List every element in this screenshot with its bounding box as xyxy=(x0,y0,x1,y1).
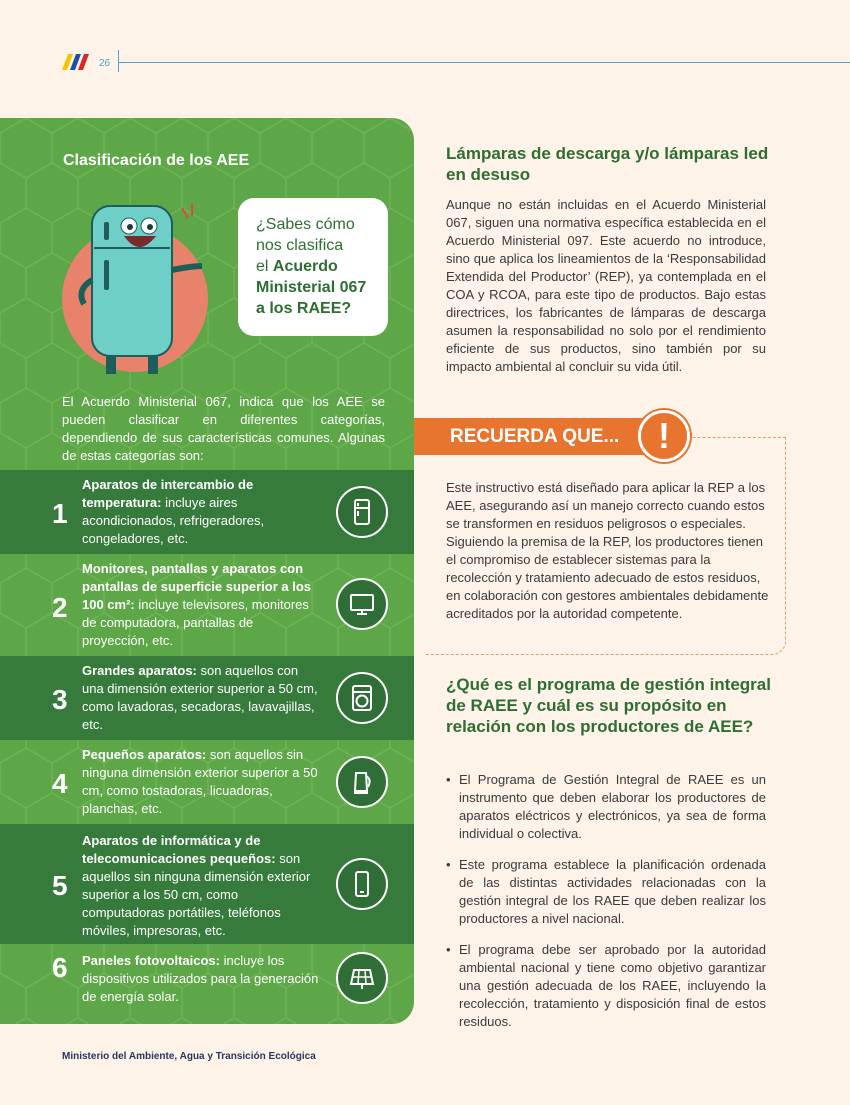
category-number: 5 xyxy=(52,870,68,901)
category-number: 4 xyxy=(52,768,68,799)
page-footer: Ministerio del Ambiente, Agua y Transición Ecológica xyxy=(62,1051,316,1062)
category-number: 1 xyxy=(52,498,68,529)
category-row xyxy=(0,944,414,1024)
page-header xyxy=(62,50,850,76)
category-row xyxy=(0,740,414,824)
bubble-line-3-bold: Acuerdo xyxy=(272,258,338,275)
recuerda-text: Este instructivo está diseñado para aplicar la REP a los AEE, asegurando así un manejo correcto cuando estos se transformen en residuos peligrosos o especiales. Siguiendo la premisa de la REP, los productores tienen el compromiso de establecer sistemas para la recolección y tratamiento adecuado de estos residuos, en colaboración con gestores ambientales debidamente acreditados por la autoridad competente. xyxy=(446,480,769,621)
bubble-line-5: a los RAEE? xyxy=(256,300,352,317)
bubble-line-4: Ministerial 067 xyxy=(256,279,367,296)
category-description: incluye los dispositivos utilizados para la generación de energía solar. xyxy=(82,953,319,1004)
category-number: 3 xyxy=(52,684,68,715)
speech-bubble xyxy=(238,198,388,336)
solar-panel-icon xyxy=(336,952,388,1004)
category-row xyxy=(0,656,414,740)
bubble-line-2: nos clasifica xyxy=(256,237,344,254)
category-title: Grandes aparatos: xyxy=(82,663,197,678)
category-title: Pequeños aparatos: xyxy=(82,747,207,762)
header-divider xyxy=(118,50,119,72)
bubble-line-3-pre: el xyxy=(256,258,273,275)
recuerda-label: RECUERDA QUE... xyxy=(450,426,620,447)
category-description: son aquellos sin ninguna dimensión exterior superior a 50 cm, como tostadoras, licuadoras, planchas, etc. xyxy=(82,747,318,816)
category-title: Paneles fotovoltaicos: xyxy=(82,953,220,968)
lamps-section-title: Lámparas de descarga y/o lámparas led en desuso xyxy=(446,144,769,184)
category-description: incluye televisores, monitores de computadora, pantallas de proyección, etc. xyxy=(82,597,309,648)
category-row xyxy=(0,470,414,554)
flag-stripes-logo xyxy=(62,54,90,70)
bullet-item: • Este programa establece la planificación ordenada de las distintas actividades relacionadas con la gestión integral de los RAEE que deben realizar los productores a nivel nacional. xyxy=(446,856,766,928)
smartphone-icon xyxy=(336,858,388,910)
recuerda-banner xyxy=(414,418,664,455)
header-rule xyxy=(118,62,850,63)
category-description: son aquellos sin ninguna dimensión exterior superior a los 50 cm, como computadoras portátiles, teléfonos móviles, impresoras, etc. xyxy=(82,851,311,938)
fridge-mascot-illustration xyxy=(74,200,214,400)
bullet-item: • El programa debe ser aprobado por la autoridad ambiental nacional y tiene como objetivo garantizar una gestión adecuada de los RAEE, incluyendo la recolección, tratamiento y disposición final de estos residuos. xyxy=(446,941,766,1031)
category-description: son aquellos con una dimensión exterior superior a 50 cm, como lavadoras, secadoras, lavavajillas, etc. xyxy=(82,663,318,732)
bullet-item: • El Programa de Gestión Integral de RAEE es un instrumento que deben elaborar los productores de aparatos eléctricos y electrónicos, ya sea de forma individual o colectiva. xyxy=(446,771,766,843)
category-description: incluye aires acondicionados, refrigeradores, congeladores, etc. xyxy=(82,495,265,546)
bubble-line-1: ¿Sabes cómo xyxy=(256,216,355,233)
washing-machine-icon xyxy=(336,672,388,724)
category-row xyxy=(0,554,414,656)
category-title: Monitores, pantallas y aparatos con pantallas de superficie superior a los 100 cm²: xyxy=(82,561,312,612)
classification-intro: El Acuerdo Ministerial 067, indica que los AEE se pueden clasificar en diferentes categorías, dependiendo de sus características comunes. Algunas de estas categorías son: xyxy=(62,394,385,463)
category-number: 2 xyxy=(52,592,68,623)
category-title: Aparatos de informática y de telecomunicaciones pequeños: xyxy=(82,833,276,866)
category-title: Aparatos de intercambio de temperatura: xyxy=(82,477,254,510)
lamps-section-paragraph: Aunque no están incluidas en el Acuerdo Ministerial 067, siguen una normativa específica establecida en el Acuerdo Ministerial 097. Este acuerdo no introduce, sino que aplica los lineamientos de la ‘Responsabilidad Extendida del Productor’ (REP), ya contemplada en el COA y RCOA, para este tipo de productos. Bajo estas directrices, los fabricantes de lámparas de descarga asumen la responsabilidad no solo por el rendimiento eficiente de sus productos, sino también por su impacto ambiental al concluir su vida útil. xyxy=(446,197,766,374)
category-number: 6 xyxy=(52,952,68,983)
kettle-icon xyxy=(336,756,388,808)
aee-classification-panel xyxy=(0,118,414,1024)
fridge-icon xyxy=(336,486,388,538)
panel-title: Clasificación de los AEE xyxy=(63,152,250,169)
page-number: 26 xyxy=(99,58,111,69)
exclamation-icon: ! xyxy=(638,410,690,462)
monitor-icon xyxy=(336,578,388,630)
program-section-title: ¿Qué es el programa de gestión integral de RAEE y cuál es su propósito en relación con los productores de AEE? xyxy=(446,675,771,736)
category-row xyxy=(0,824,414,944)
